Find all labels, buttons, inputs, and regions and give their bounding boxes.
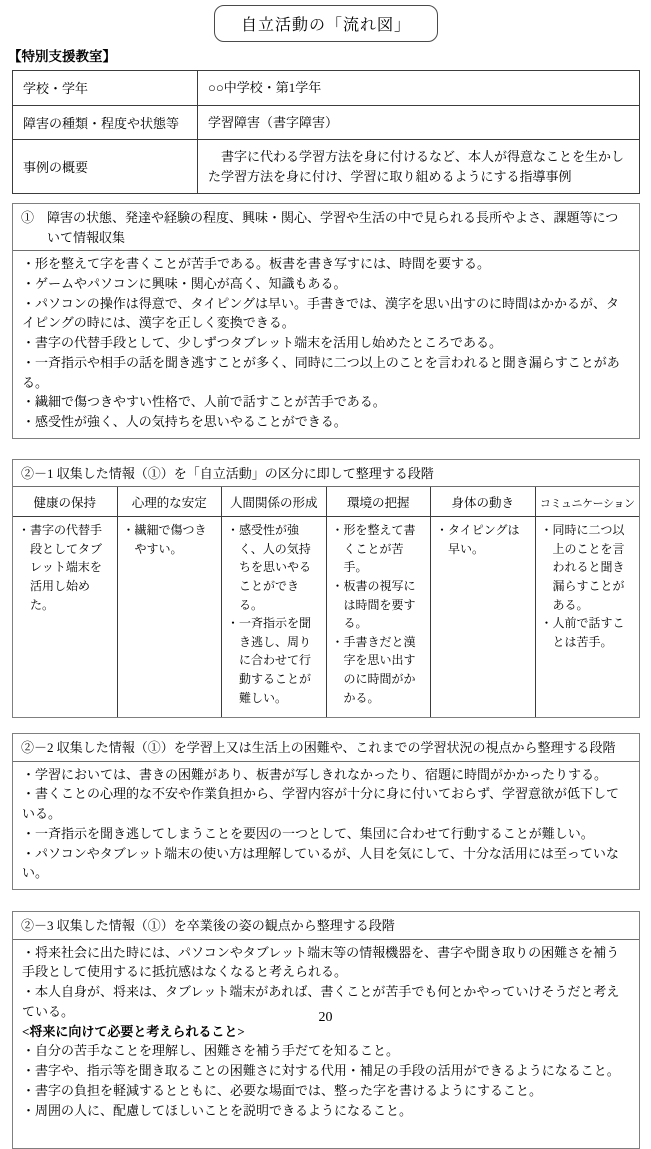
bullet-item: ・形を整えて字を書くことが苦手である。板書を書き写すには、時間を要する。 [22,256,491,271]
section-1-box [12,203,640,439]
info-row-value-text: 書字に代わる学習方法を身に付けるなど、本人が得意なことを生かした学習方法を身に付け、学習に取り組めるようにする指導事例 [208,149,625,184]
section-2-2-heading: ②－2 収集した情報（①）を学習上又は生活上の困難や、これまでの学習状況の視点から整理する段階 [13,734,639,762]
bullet-item: ・感受性が強く、人の気持ちを思いやることができる。 [22,414,347,429]
section-2-3-heading: ②－3 収集した情報（①）を卒業後の姿の観点から整理する段階 [13,912,639,940]
section-2-3-box [12,911,640,1149]
info-table-row [13,140,639,193]
bullet-item: ・繊細で傷つきやすい性格で、人前で話すことが苦手である。 [22,394,386,410]
category-header-cell: 心理的な安定 [118,487,223,516]
bullet-item: ・書字の代替手段としてタブレット端末を活用し始めた。 [18,523,103,612]
category-content-cell [118,517,223,717]
section-1-heading: ① 障害の状態、発達や経験の程度、興味・関心、学習や生活の中で見られる長所やよさ、課題等について情報収集 [13,204,639,251]
bullet-item: ・書字の負担を軽減するとともに、必要な場面では、整った字を書けるようにすること。 [22,1082,543,1098]
bullet-item: ・周囲の人に、配慮してほしいことを説明できるようになること。 [22,1102,413,1118]
page-number: 20 [318,1010,333,1025]
bullet-item: ・同時に二つ以上のことを言われると聞き漏らすことがある。 [540,523,625,612]
bullet-item: ・書くことの心理的な不安や作業負担から、学習内容が十分に身に付いておらず、学習意欲が低下している。 [22,786,619,822]
future-needs-subheading: <将来に向けて必要と考えられること> [22,1023,245,1039]
bullet-item: ・ゲームやパソコンに興味・関心が高く、知識もある。 [22,275,347,291]
bullet-item: ・タイピングは早い。 [436,523,520,556]
category-header-cell: 環境の把握 [327,487,432,516]
info-table-row [13,71,639,106]
category-content-row [13,517,639,717]
section-1-body [13,251,639,438]
section-2-1-box [12,459,640,718]
info-row-value-text: ○○中学校・第1学年 [208,80,322,95]
info-row-value [198,71,639,105]
bullet-item: ・一斉指示を聞き逃し、周りに合わせて行動することが難しい。 [227,616,312,705]
info-table-row [13,106,639,141]
category-header-cell: コミュニケーション [539,498,635,511]
info-row-label: 学校・学年 [13,71,198,105]
info-row-label: 事例の概要 [13,140,198,193]
category-content-cell [536,517,640,717]
info-table [12,70,640,194]
category-content-cell [431,517,536,717]
bullet-item: ・本人自身が、将来は、タブレット端末があれば、書くことが苦手でも何とかやっていけそうだと考えている。 [22,984,620,1019]
section-2-3-items2 [22,1041,630,1120]
bullet-item: ・パソコンやタブレット端末の使い方は理解しているが、人目を気にして、十分な活用には至っていない。 [22,845,619,881]
bullet-item: ・将来社会に出た時には、パソコンやタブレット端末等の情報機器を、書字や聞き取りの困難さを補う手段として使用するに抵抗感はなくなると考えられる。 [22,944,620,980]
category-content-cell [13,517,118,717]
category-content-cell [327,517,432,717]
bullet-item: ・繊細で傷つきやすい。 [122,523,207,556]
bullet-item: ・手書きだと漢字を思い出すのに時間がかかる。 [331,634,416,705]
page-title [214,5,438,42]
bullet-item: ・一斉指示を聞き逃してしまうことを要因の一つとして、集団に合わせて行動することが難しい。 [22,825,594,841]
info-row-label: 障害の種類・程度や状態等 [13,106,198,140]
category-header-cell: 身体の動き [431,487,536,516]
bullet-item: ・自分の苦手なことを理解し、困難さを補う手だてを知ること。 [22,1043,400,1059]
section-2-2-box [12,733,640,890]
category-header-row [13,487,639,517]
info-row-value [198,106,639,140]
section-2-3-body [13,940,639,1149]
bullet-item: ・人前で話すことは苦手。 [540,616,625,649]
bullet-item: ・形を整えて書くことが苦手。 [331,523,416,575]
section-2-2-body [13,762,639,890]
bullet-item: ・書字や、指示等を聞き取ることの困難さに対する代用・補足の手段の活用ができるようになること。 [22,1063,620,1079]
category-content-cell [222,517,327,717]
page-title-text: 自立活動の「流れ図」 [240,17,411,34]
info-row-value [198,140,639,193]
bullet-item: ・一斉指示や相手の話を聞き逃すことが多く、同時に二つ以上のことを言われると聞き漏らすことがある。 [22,354,620,390]
bullet-item: ・書字の代替手段として、少しずつタブレット端末を活用し始めたところである。 [22,335,502,350]
bullet-item: ・学習においては、書きの困難があり、板書が写しきれなかったり、宿題に時間がかかったりする。 [22,766,608,782]
bullet-item: ・パソコンの操作は得意で、タイピングは早い。手書きでは、漢字を思い出すのに時間はかかるが、タイピングの時には、漢字を正しく変換できる。 [22,295,619,331]
info-row-value-text: 学習障害（書字障害） [208,114,339,130]
category-header-cell: 人間関係の形成 [222,487,327,516]
section-2-1-heading: ②－1 収集した情報（①）を「自立活動」の区分に即して整理する段階 [13,460,639,488]
classroom-label: 【特別支援教室】 [8,49,116,64]
bullet-item: ・板書の視写には時間を要する。 [331,579,416,631]
category-header-cell: 健康の保持 [13,487,118,516]
bullet-item: ・感受性が強く、人の気持ちを思いやることができる。 [227,523,312,612]
